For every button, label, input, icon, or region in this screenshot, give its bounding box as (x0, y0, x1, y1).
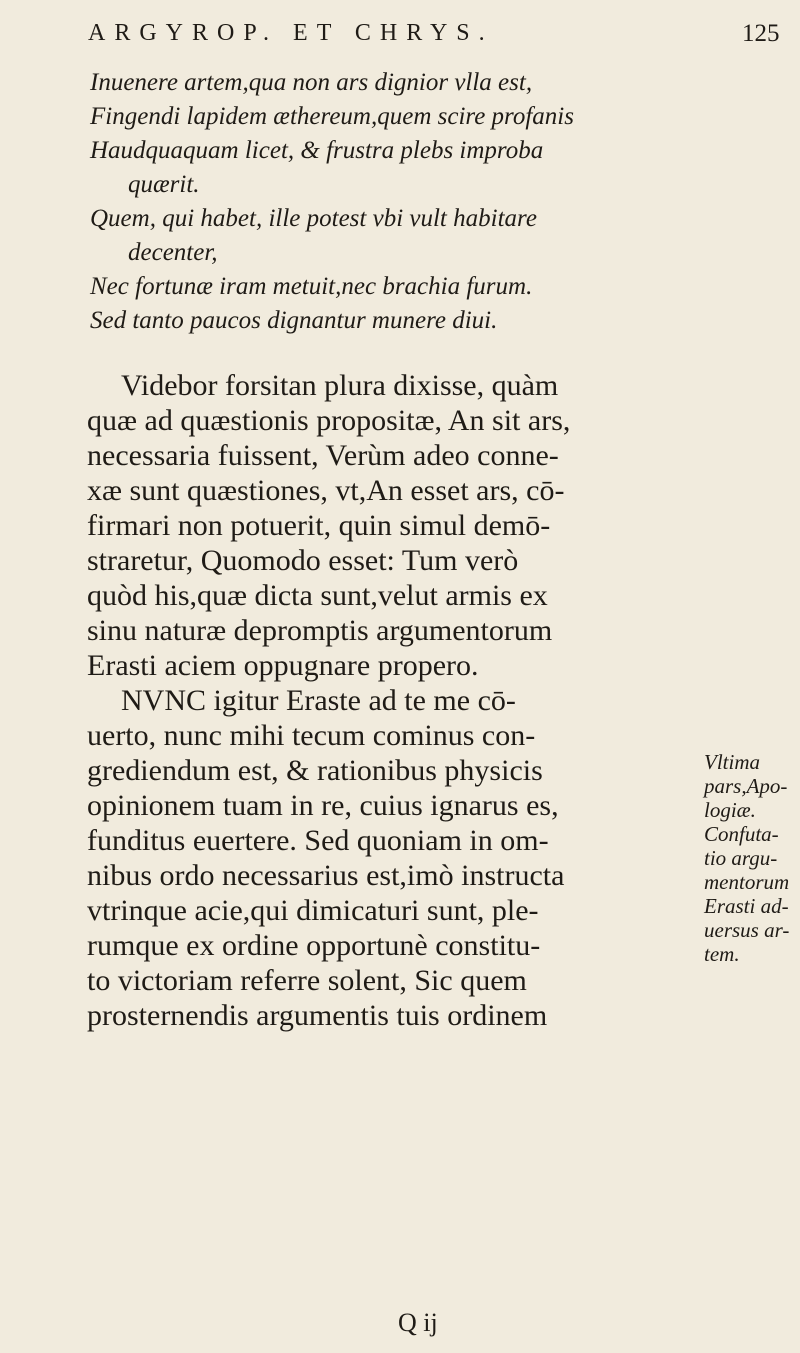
margin-note-line: pars,Apo- (704, 774, 788, 798)
prose-line: Erasti aciem oppugnare propero. (87, 649, 479, 682)
page-number: 125 (742, 20, 780, 47)
prose-line: nibus ordo necessarius est,imò instructa (87, 859, 565, 892)
verse-block (90, 66, 730, 338)
prose-line: xæ sunt quæstiones, vt,An esset ars, cō- (87, 474, 565, 507)
prose-line: grediendum est, & rationibus physicis (87, 754, 543, 787)
prose-line: necessaria fuissent, Verùm adeo conne- (87, 439, 559, 472)
margin-note-line: mentorum (704, 870, 790, 894)
margin-note (704, 750, 800, 966)
verse-line: Haudquaquam licet, & frustra plebs improba (90, 137, 544, 164)
prose-line: uerto, nunc mihi tecum cominus con- (87, 719, 536, 752)
margin-note-line: tio argu- (704, 846, 778, 870)
verse-line: decenter, (128, 239, 218, 266)
verse-line: quærit. (128, 171, 200, 198)
prose-line: straretur, Quomodo esset: Tum verò (87, 544, 519, 577)
margin-note-line: Erasti ad- (704, 894, 789, 918)
prose-line: sinu naturæ depromptis argumentorum (87, 614, 553, 647)
running-title: ARGYROP. ET CHRYS. (88, 20, 494, 46)
margin-note-line: uersus ar- (704, 918, 790, 942)
margin-note-line: Confuta- (704, 822, 779, 846)
prose-line: funditus euertere. Sed quoniam in om- (87, 824, 549, 857)
verse-line: Quem, qui habet, ille potest vbi vult habitare (90, 205, 537, 232)
prose-line: quòd his,quæ dicta sunt,velut armis ex (87, 579, 548, 612)
prose-line: vtrinque acie,qui dimicaturi sunt, ple- (87, 894, 539, 927)
verse-line: Nec fortunæ iram metuit,nec brachia furum. (90, 273, 533, 300)
prose-block (87, 368, 687, 1033)
margin-note-line: Vltima (704, 750, 760, 774)
prose-line: firmari non potuerit, quin simul demō- (87, 509, 551, 542)
signature-mark: Q ij (398, 1308, 438, 1337)
prose-line: opinionem tuam in re, cuius ignarus es, (87, 789, 559, 822)
prose-line: rumque ex ordine opportunè constitu- (87, 929, 541, 962)
prose-line: NVNC igitur Eraste ad te me cō- (121, 684, 516, 717)
prose-line: prosternendis argumentis tuis ordinem (87, 999, 548, 1032)
verse-line: Fingendi lapidem æthereum,quem scire profanis (90, 103, 574, 130)
prose-line: quæ ad quæstionis propositæ, An sit ars, (87, 404, 571, 437)
prose-line: to victoriam referre solent, Sic quem (87, 964, 527, 997)
margin-note-line: tem. (704, 942, 740, 966)
margin-note-line: logiæ. (704, 798, 756, 822)
verse-line: Inuenere artem,qua non ars dignior vlla est, (90, 69, 533, 96)
prose-line: Videbor forsitan plura dixisse, quàm (121, 369, 559, 402)
verse-line: Sed tanto paucos dignantur munere diui. (90, 307, 498, 334)
